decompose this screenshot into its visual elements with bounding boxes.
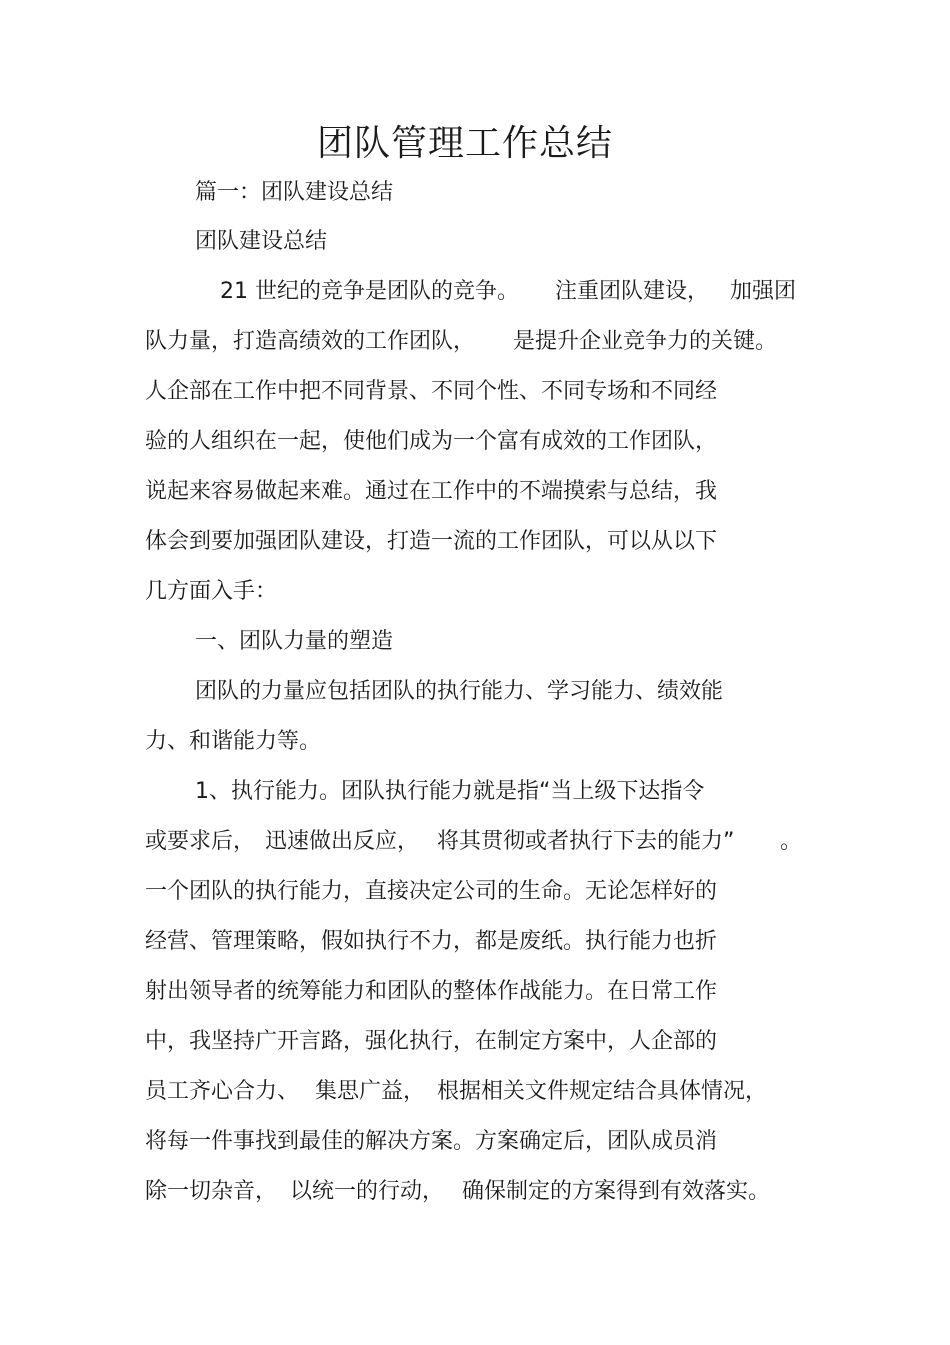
paragraph-line: [0, 1177, 950, 1207]
paragraph-line: 1、执行能力。团队执行能力就是指“当上级下达指令: [195, 779, 705, 804]
text-segment: 员工齐心合力、: [145, 1079, 300, 1104]
paragraph-line: [0, 327, 950, 357]
paragraph-line: 一个团队的执行能力，直接决定公司的生命。无论怎样好的: [145, 879, 718, 904]
text-segment: 将其贯彻或者执行下去的能力”: [437, 829, 735, 854]
text-segment: 以统一的行动，: [290, 1179, 445, 1204]
paragraph-line: 几方面入手：: [145, 579, 278, 604]
text-segment: 加强团: [730, 279, 797, 304]
paragraph-line: 力、和谐能力等。: [145, 729, 322, 754]
text-segment: 集思广益，: [315, 1079, 426, 1104]
paragraph-line: 经营、管理策略，假如执行不力，都是废纸。执行能力也折: [145, 929, 718, 954]
text-segment: 确保制定的方案得到有效落实。: [462, 1179, 771, 1204]
text-segment: 是提升企业竞争力的关键。: [513, 329, 778, 354]
paragraph-line: 验的人组织在一起，使他们成为一个富有成效的工作团队，: [145, 429, 718, 454]
paragraph-line: 团队的力量应包括团队的执行能力、学习能力、绩效能: [195, 679, 724, 704]
paragraph-line: 中，我坚持广开言路，强化执行，在制定方案中，人企部的: [145, 1029, 718, 1054]
section-heading: 团队建设总结: [195, 229, 328, 254]
paragraph-line: 说起来容易做起来难。通过在工作中的不端摸索与总结，我: [145, 479, 718, 504]
text-segment: 或要求后，: [145, 829, 256, 854]
document-title: 团队管理工作总结: [316, 123, 613, 164]
paragraph-line: [0, 1077, 950, 1107]
paragraph-line: [0, 277, 950, 307]
paragraph-line: 将每一件事找到最佳的解决方案。方案确定后，团队成员消: [145, 1129, 718, 1154]
text-segment: 队力量，打造高绩效的工作团队，: [145, 329, 476, 354]
text-segment: 根据相关文件规定结合具体情况，: [437, 1079, 768, 1104]
chapter-heading: 篇一：团队建设总结: [195, 180, 394, 205]
paragraph-line: [0, 827, 950, 857]
subheading: 一、团队力量的塑造: [195, 629, 394, 654]
paragraph-line: 射出领导者的统筹能力和团队的整体作战能力。在日常工作: [145, 979, 718, 1004]
text-segment: 迅速做出反应，: [265, 829, 420, 854]
text-segment: 除一切杂音，: [145, 1179, 278, 1204]
text-segment: 21 世纪的竞争是团队的竞争。: [220, 279, 519, 304]
text-segment: 注重团队建设，: [555, 279, 710, 304]
paragraph-line: 体会到要加强团队建设，打造一流的工作团队，可以从以下: [145, 529, 718, 554]
text-segment: 。: [780, 829, 803, 854]
paragraph-line: 人企部在工作中把不同背景、不同个性、不同专场和不同经: [145, 379, 718, 404]
